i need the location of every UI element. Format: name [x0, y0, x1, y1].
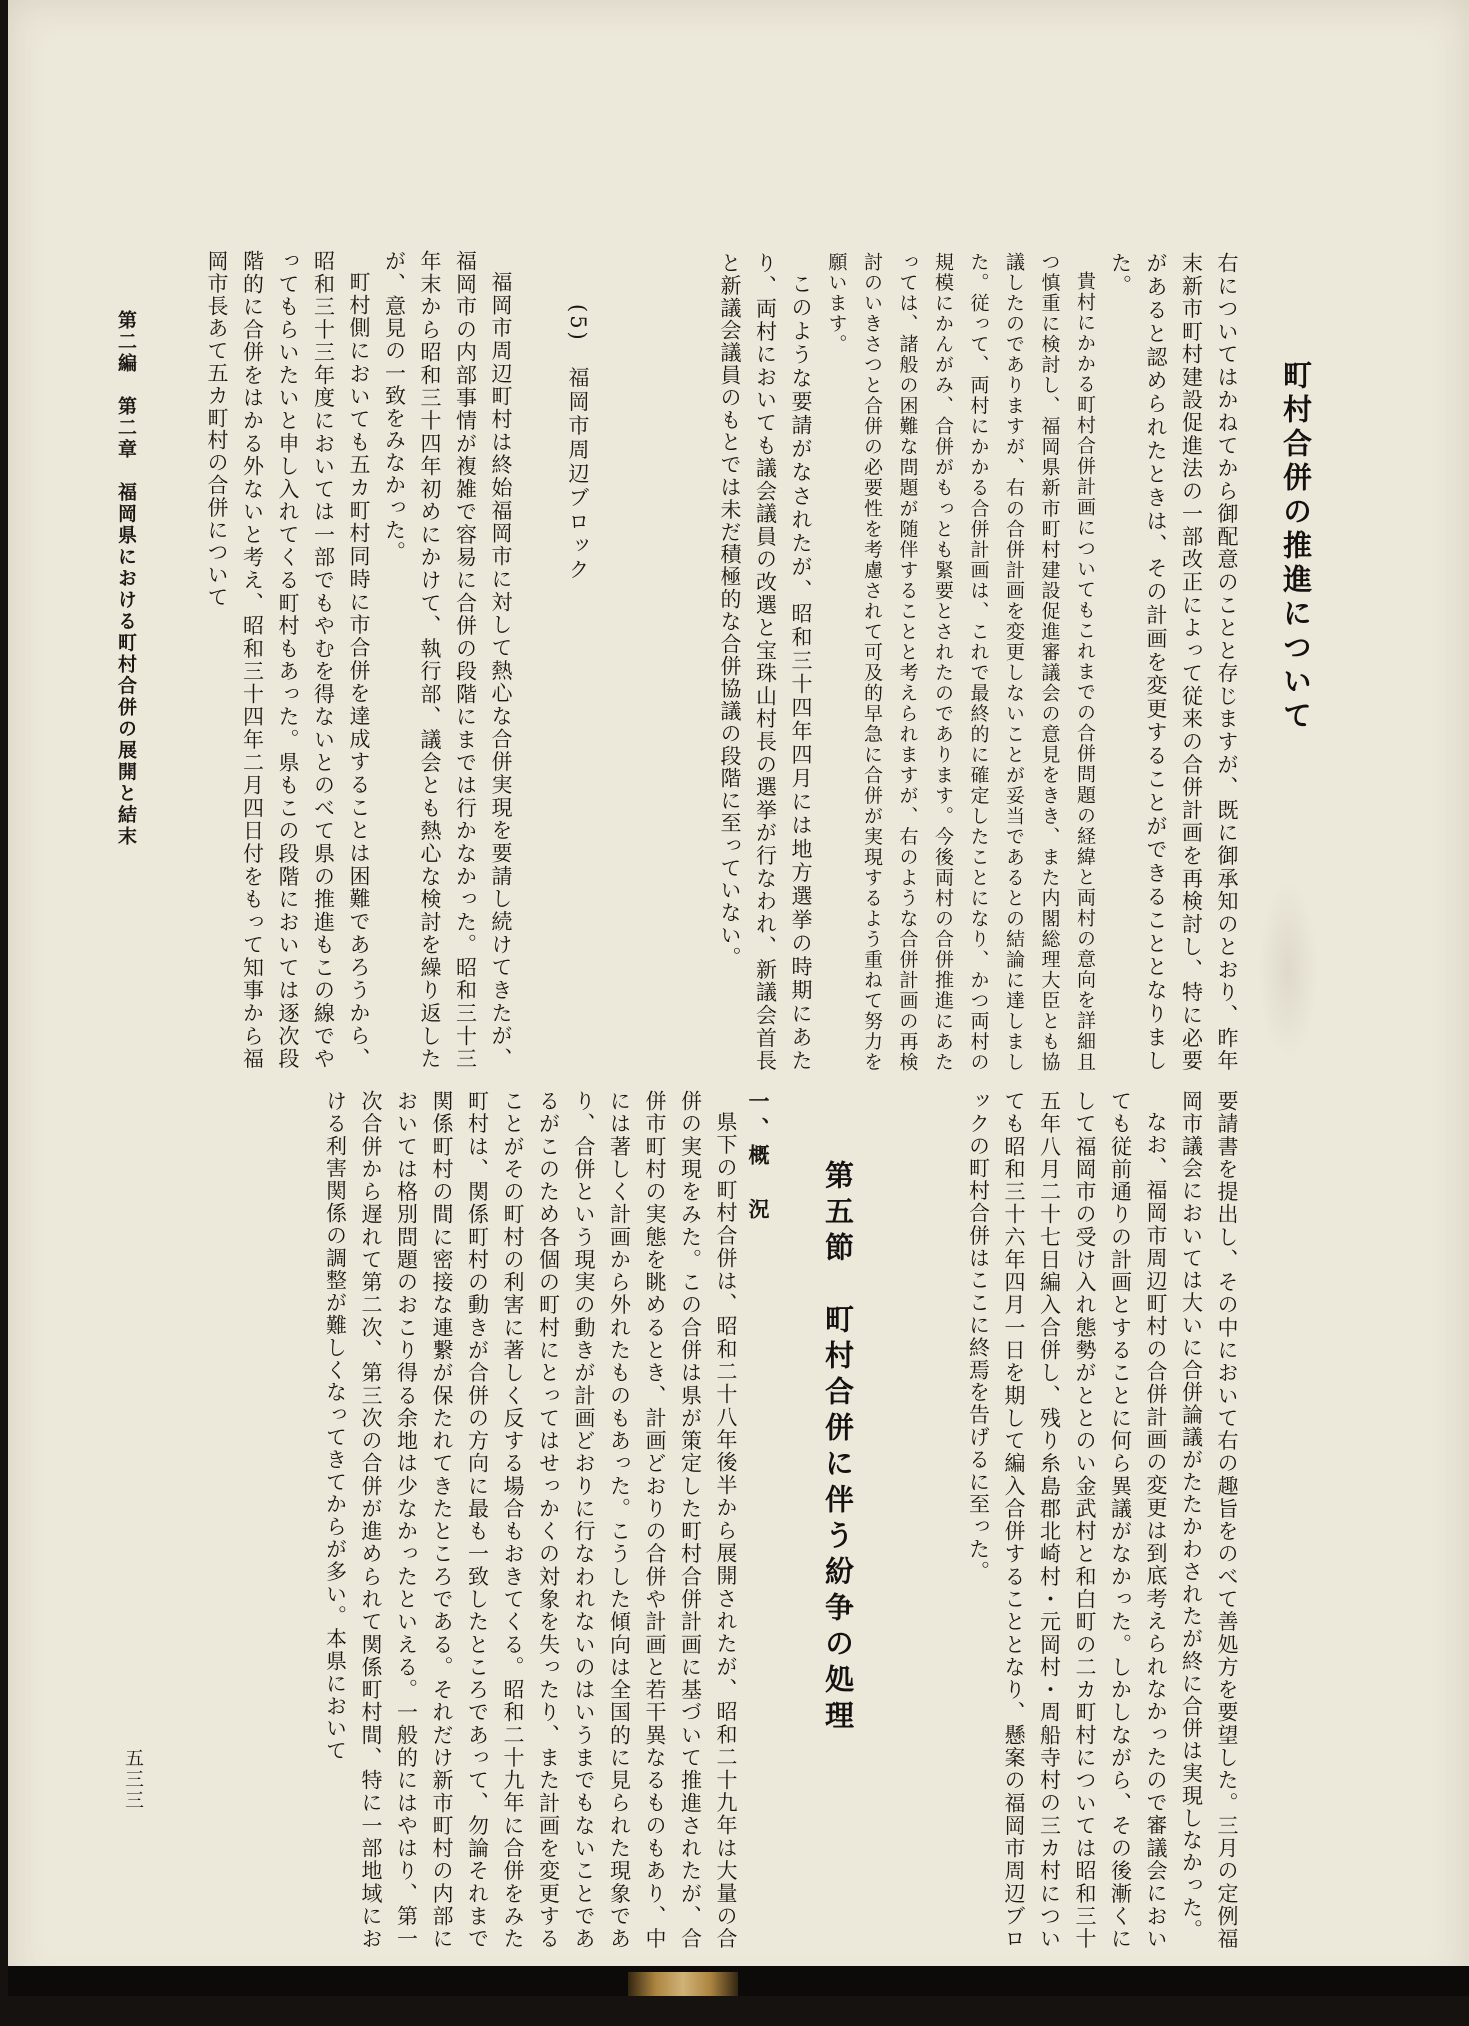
running-footer: 第二編 第二章 福岡県における町村合併の展開と結末: [115, 310, 137, 848]
lower-right-text: [824, 1090, 1244, 1950]
bleed-through-shadow: [1258, 880, 1318, 1060]
paragraph: 町村側においても五カ町村同時に市合併を達成することは困難であろうから、昭和三十三年度においては一部でもやむを得ないとのべて県の推進もこの線でやってもらいたいと申し入れてくる町村もあった。県もこの段階においては逐次段階的に合併をはかる外ないと考え、昭和三十四年二月四日付をもって知事から福岡市長あて五カ町村の合併について: [205, 250, 371, 1070]
binding-glare: [628, 1972, 738, 1996]
section-subheading: 一、概 況: [746, 1090, 770, 1225]
section-title: 第五節 町村合併に伴う紛争の処理: [821, 1160, 855, 1736]
paragraph: 県下の町村合併は、昭和二十八年後半から展開されたが、昭和二十九年は大量の合併の実現をみた。この合併は県が策定した町村合併計画に基づいて推進されたが、合併市町村の実態を眺めるとき、計画どおりの合併や計画と若干異なるものもあり、中には著しく計画から外れたものもあった。こうした傾向は全国的に見られた現象であり、合併という現実の動きが計画どおりに行なわれないのはいうまでもないことであるがこのため各個の町村にとってはせっかくの対象を失ったり、また計画を変更することがその町村の利害に著しく反する場合もおきてくる。昭和二十九年に合併をみた町村は、関係町村の動きが合併の方向に最も一致したところであって、勿論それまで関係町村の間に密接な連繋が保たれてきたところである。それだけ新市町村の内部においては格別問題のおこり得る余地は少なかったといえる。一般的にはやはり、第一次合併から遅れて第二次、第三次の合併が進められて関係町村間、特に一部地域における利害関係の調整が難しくなってきてからが多い。本県において: [323, 1090, 738, 1950]
paragraph: 福岡市周辺町村は終始福岡市に対して熱心な合併実現を要請し続けてきたが、福岡市の内部事情が複雑で容易に合併の段階にまでは行かなかった。昭和三十三年末から昭和三十四年初めにかけて、執行部、議会とも熱心な検討を繰り返したが、意見の一致をみなかった。: [382, 250, 513, 1070]
paragraph: 貴村にかかる町村合併計画についてもこれまでの合併問題の経緯と両村の意向を詳細且つ慎重に検討し、福岡県新市町村建設促進審議会の意見をきき、また内閣総理大臣とも協議したのでありますが、右の合併計画を変更しないことが妥当であるとの結論に達しました。従って、両村にかかる合併計画は、これで最終的に確定したことになり、かつ両村の規模にかんがみ、合併がもっとも緊要とされたのであります。今後両村の合併推進にあたっては、諸般の困難な問題が随伴することと考えられますが、右のような合併計画の再検討のいきさつと合併の必要性を考慮されて可及的早急に合併が実現するよう重ねて努力を願います。: [825, 252, 1096, 1072]
paragraph: なお、福岡市周辺町村の合併計画の変更は到底考えられなかったので審議会においても従前通りの計画とすることに何ら異議がなかった。しかしながら、その後漸くにして福岡市の受け入れ態勢がととのい金武村と和白町の二カ町村については昭和三十五年八月二十七日編入合併し、残り糸島郡北崎村・元岡村・周船寺村の三カ村についても昭和三十六年四月一日を期して編入合併することとなり、懸案の福岡市周辺ブロックの町村合併はここに終焉を告げるに至った。: [966, 1090, 1168, 1950]
paragraph: このような要請がなされたが、昭和三十四年四月には地方選挙の時期にあたり、両村においても議会議員の改選と宝珠山村長の選挙が行なわれ、新議会首長と新議会議員のもとでは未だ積極的な合併協議の段階に至っていない。: [718, 252, 813, 1072]
section-heading: (5) 福岡市周辺ブロック: [566, 304, 590, 583]
scan-edge: [8, 1966, 1469, 1996]
paragraph: 要請書を提出し、その中において右の趣旨をのべて善処方を要望した。三月の定例福岡市議会においては大いに合併論議がたたかわされたが終に合併は実現しなかった。: [1179, 1090, 1239, 1950]
page-number: 五三三: [122, 1748, 144, 1811]
document-page: [8, 0, 1469, 1996]
upper-left-text: [158, 250, 518, 1070]
article-title: 町村合併の推進について: [1279, 360, 1313, 734]
paragraph: 右についてはかねてから御配意のことと存じますが、既に御承知のとおり、昨年末新市町村建設促進法の一部改正によって従来の合併計画を再検討し、特に必要があると認められたときは、その計画を変更することができることとなりました。: [1108, 252, 1239, 1072]
lower-left-text: [178, 1090, 743, 1950]
